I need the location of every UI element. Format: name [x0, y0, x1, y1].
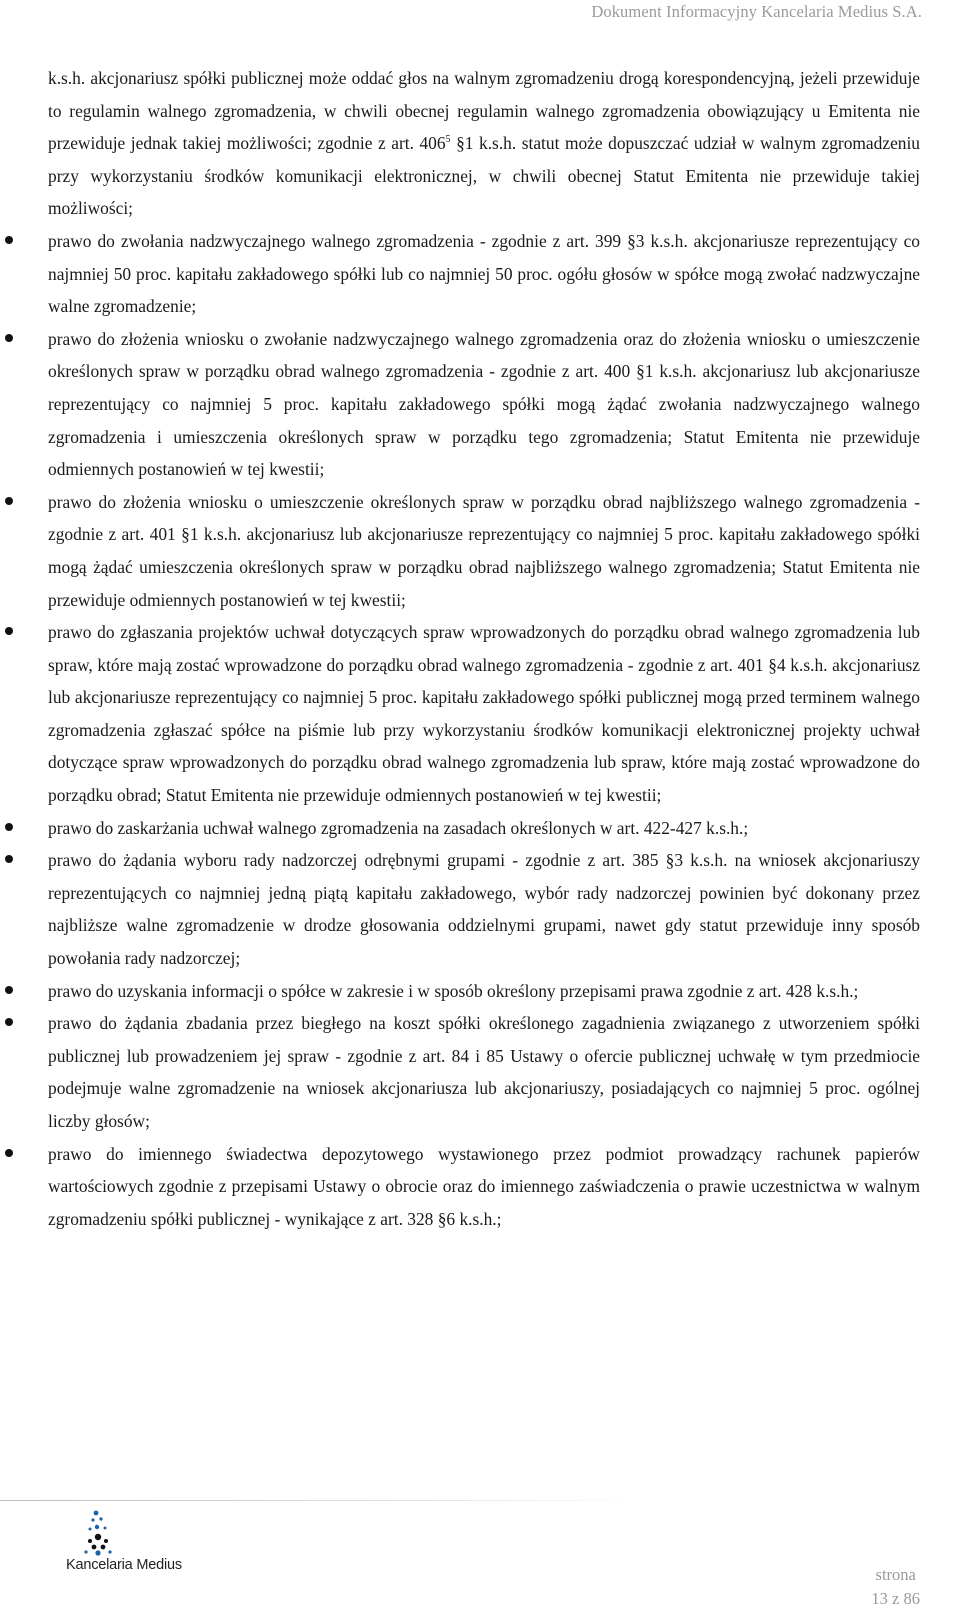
intro-text-part1: k.s.h. akcjonariusz spółki publicznej może oddać głos na walnym zgromadzeniu drogą korespondencyjną, jeżeli przewiduje to regulamin walnego zgromadzenia, w chwili obecnej regulamin walnego zgromadzenia obowiązujący u Emitenta nie przewiduje jednak takiej możliwości; zgodnie z art. 406 [48, 68, 920, 154]
list-item: prawo do zgłaszania projektów uchwał dotyczących spraw wprowadzonych do porządku obrad walnego zgromadzenia lub spraw, które mają zostać wprowadzone do porządku obrad walnego zgromadzenia - zgodnie z art. 401 §4 k.s.h. akcjonariusz lub akcjonariusze reprezentujący co najmniej 5 proc. kapitału zakładowego spółki publicznej mogą przed terminem walnego zgromadzenia zgłaszać spółce na piśmie lub przy wykorzystaniu środków komunikacji elektronicznej projekty uchwał dotyczące spraw wprowadzonych do porządku obrad walnego zgromadzenia lub spraw, które mają zostać wprowadzone do porządku obrad; Statut Emitenta nie przewiduje odmiennych postanowień w tej kwestii; [48, 616, 920, 812]
intro-superscript: 5 [445, 134, 451, 146]
page-count: 13 z 86 [871, 1589, 920, 1608]
page-number [871, 1563, 920, 1611]
document-header: Dokument Informacyjny Kancelaria Medius S.A. [591, 2, 922, 21]
list-item: prawo do zwołania nadzwyczajnego walnego zgromadzenia - zgodnie z art. 399 §3 k.s.h. akcjonariusze reprezentujący co najmniej 50 proc. kapitału zakładowego spółki lub co najmniej 50 proc. ogółu głosów w spółce mogą zwołać nadzwyczajne walne zgromadzenie; [48, 225, 920, 323]
list-item: prawo do uzyskania informacji o spółce w zakresie i w sposób określony przepisami prawa zgodnie z art. 428 k.s.h.; [48, 975, 920, 1008]
rights-list [48, 225, 920, 1235]
list-item: prawo do zaskarżania uchwał walnego zgromadzenia na zasadach określonych w art. 422-427 k.s.h.; [48, 812, 920, 845]
list-item: prawo do złożenia wniosku o zwołanie nadzwyczajnego walnego zgromadzenia oraz do złożenia wniosku o umieszczenie określonych spraw w porządku obrad walnego zgromadzenia - zgodnie z art. 400 §1 k.s.h. akcjonariusz lub akcjonariusze reprezentujący co najmniej 5 proc. kapitału zakładowego spółki mogą żądać zwołania nadzwyczajnego walnego zgromadzenia i umieszczenia określonych spraw w porządku tego zgromadzenia; Statut Emitenta nie przewiduje odmiennych postanowień w tej kwestii; [48, 323, 920, 486]
document-body [48, 62, 920, 1235]
logo-wordmark: Kancelaria Medius [66, 1557, 182, 1573]
intro-text-part2: §1 k.s.h. statut może dopuszczać udział w walnym zgromadzeniu przy wykorzystaniu środków komunikacji elektronicznej, w chwili obecnej Statut Emitenta nie przewiduje takiej możliwości; [48, 133, 921, 219]
list-item: prawo do imiennego świadectwa depozytowego wystawionego przez podmiot prowadzący rachunek papierów wartościowych zgodnie z przepisami Ustawy o obrocie oraz do imiennego zaświadczenia o prawie uczestnictwa w walnym zgromadzeniu spółki publicznej - wynikające z art. 328 §6 k.s.h.; [48, 1138, 920, 1236]
kancelaria-medius-logo-icon [60, 1508, 200, 1598]
list-item: prawo do żądania wyboru rady nadzorczej odrębnymi grupami - zgodnie z art. 385 §3 k.s.h. na wniosek akcjonariuszy reprezentujących co najmniej jedną piątą kapitału zakładowego, wybór rady nadzorczej powinien być dokonany przez najbliższe walne zgromadzenie w drodze głosowania oddzielnymi grupami, nawet gdy statut przewiduje inny sposób powołania rady nadzorczej; [48, 844, 920, 974]
list-item: prawo do żądania zbadania przez biegłego na koszt spółki określonego zagadnienia związanego z utworzeniem spółki publicznej lub prowadzeniem jej spraw - zgodnie z art. 84 i 85 Ustawy o ofercie publicznej uchwałę w tym przedmiocie podejmuje walne zgromadzenie na wniosek akcjonariusza lub akcjonariuszy, posiadających co najmniej 5 proc. ogólnej liczby głosów; [48, 1007, 920, 1137]
page-label: strona [875, 1565, 916, 1584]
intro-paragraph [48, 62, 920, 225]
list-item: prawo do złożenia wniosku o umieszczenie określonych spraw w porządku obrad najbliższego walnego zgromadzenia - zgodnie z art. 401 §1 k.s.h. akcjonariusz lub akcjonariusze reprezentujący co najmniej 5 proc. kapitału zakładowego spółki mogą żądać umieszczenia określonych spraw w porządku obrad najbliższego walnego zgromadzenia; Statut Emitenta nie przewiduje odmiennych postanowień w tej kwestii; [48, 486, 920, 616]
footer-divider [0, 1500, 640, 1501]
